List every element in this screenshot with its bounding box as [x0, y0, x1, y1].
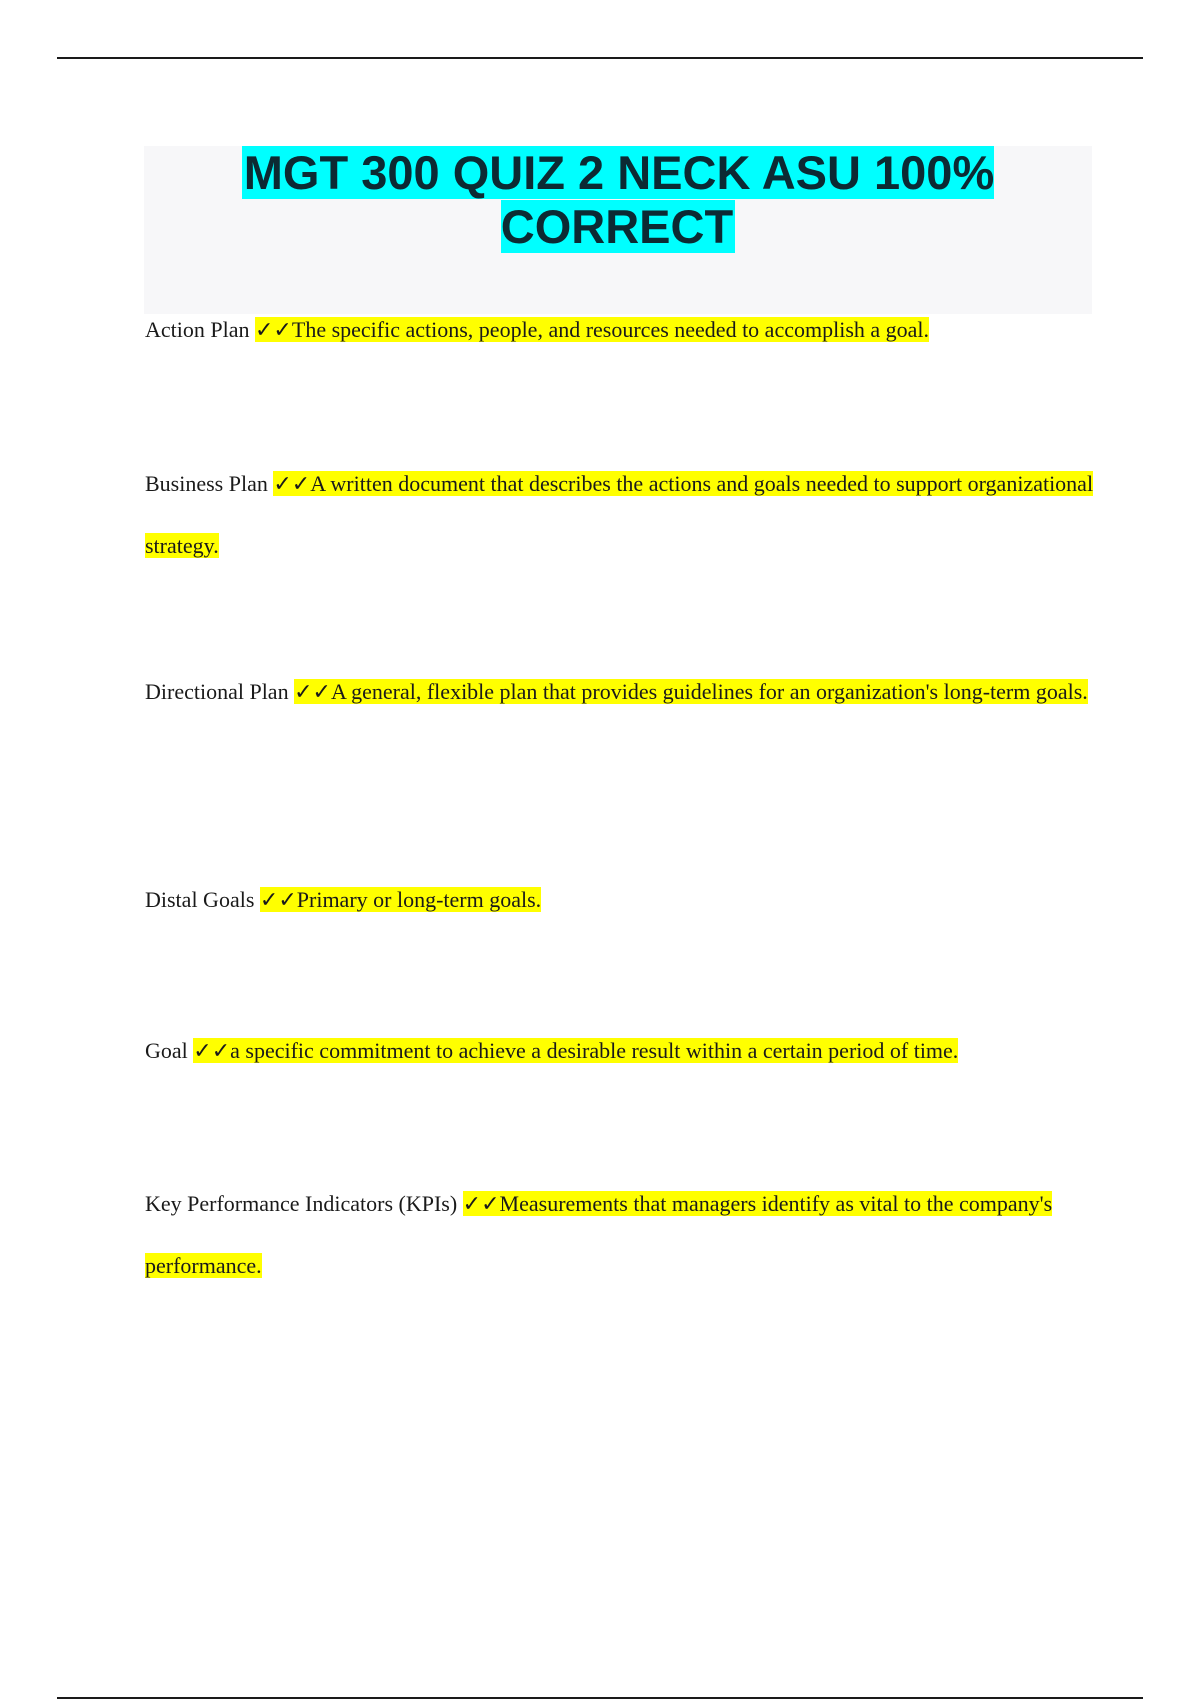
entry-term: Key Performance Indicators (KPIs) [145, 1191, 458, 1216]
glossary-entry [145, 1173, 1095, 1296]
entry-definition: A written document that describes the actions and goals needed to support organizational strategy. [145, 471, 1094, 558]
glossary-entry [145, 661, 1095, 723]
title-banner [144, 146, 1092, 314]
document-title-text: MGT 300 QUIZ 2 NECK ASU 100% CORRECT [243, 146, 995, 253]
glossary-entry [145, 1020, 1095, 1082]
glossary-entry [145, 299, 1095, 361]
top-rule [57, 57, 1143, 59]
check-marks-icon: ✓✓ [255, 318, 292, 343]
entry-term: Action Plan [145, 317, 250, 342]
glossary-entry [145, 453, 1095, 576]
check-marks-icon: ✓✓ [294, 680, 331, 705]
entry-term: Distal Goals [145, 887, 255, 912]
document-title [144, 146, 1092, 254]
check-marks-icon: ✓✓ [193, 1039, 231, 1064]
bottom-rule [57, 1697, 1143, 1699]
glossary-entry [145, 869, 1095, 931]
entry-definition: The specific actions, people, and resources needed to accomplish a goal. [291, 317, 930, 342]
entry-definition: a specific commitment to achieve a desirable result within a certain period of time. [230, 1038, 959, 1063]
entry-definition: Measurements that managers identify as vital to the company's performance. [145, 1191, 1053, 1278]
entry-term: Directional Plan [145, 679, 289, 704]
check-marks-icon: ✓✓ [259, 888, 297, 913]
entry-definition: Primary or long-term goals. [296, 887, 542, 912]
entry-definition: A general, flexible plan that provides guidelines for an organization's long-term goals. [330, 679, 1088, 704]
check-marks-icon: ✓✓ [273, 472, 311, 497]
entry-term: Business Plan [145, 471, 268, 496]
entry-term: Goal [145, 1038, 188, 1063]
check-marks-icon: ✓✓ [462, 1192, 500, 1217]
